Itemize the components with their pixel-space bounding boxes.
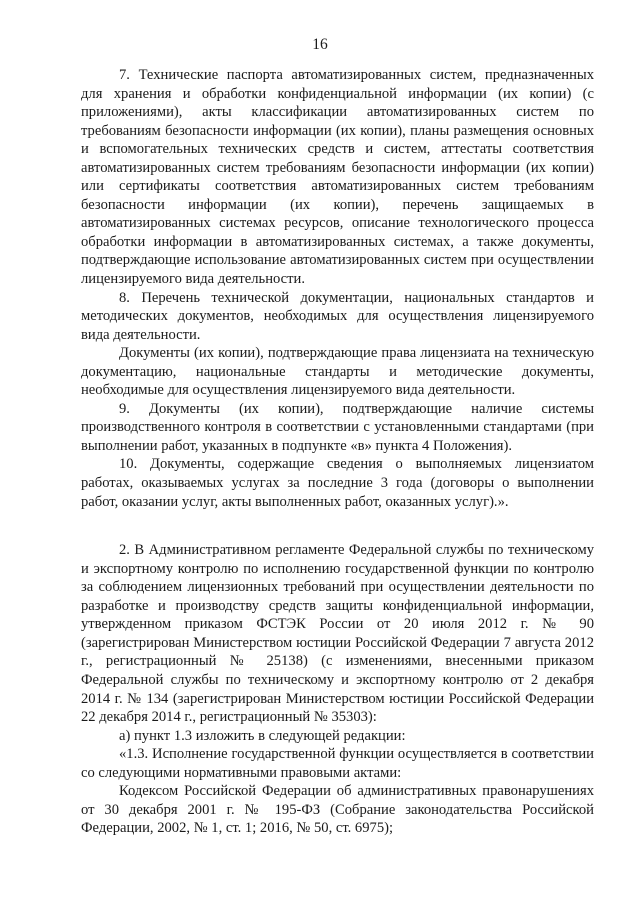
paragraph-section-2: 2. В Административном регламенте Федеральной службы по техническому и экспортному контролю по исполнению государственной функции по контролю за соблюдением лицензионных требований при осуществлении деятельности по разработке и производству средств защиты конфиденциальной информации, утвержденном приказом ФСТЭК России от 20 июля 2012 г. № 90 (зарегистрирован Министерством юстиции Российской Федерации 7 августа 2012 г., регистрационный № 25138) (с изменениями, внесенными приказом Федеральной службы по техническому и экспортному контролю от 2 декабря 2014 г. № 134 (зарегистрирован Министерством юстиции Российской Федерации 22 декабря 2014 г., регистрационный № 35303): (81, 542, 594, 726)
paragraph-subitem-a: а) пункт 1.3 изложить в следующей редакции: (119, 727, 406, 744)
paragraph-item-10: 10. Документы, содержащие сведения о выполняемых лицензиатом работах, оказываемых услугах за последние 3 года (договоры о выполнении работ, оказании услуг, акты выполненных работ, оказанных услуг).». (81, 456, 594, 510)
paragraph-item-7: 7. Технические паспорта автоматизированных систем, предназначенных для хранения и обработки конфиденциальной информации (их копии) (с приложениями), акты классификации автоматизированных систем по требованиям безопасности информации (их копии), планы размещения основных и вспомогательных технических средств и систем, аттестаты соответствия автоматизированных систем требованиям безопасности информации (их копии) или сертификаты соответствия автоматизированных систем требованиям безопасности информации (их копии), перечень защищаемых в автоматизированных системах ресурсов, описание технологического процесса обработки информации в автоматизированных системах, а также документы, подтверждающие использование автоматизированных систем при осуществлении лицензируемого вида деятельности. (81, 67, 594, 288)
page-number: 16 (312, 36, 328, 53)
paragraph-item-8: 8. Перечень технической документации, национальных стандартов и методических документов, необходимых для осуществления лицензируемого вида деятельности. (81, 289, 594, 343)
paragraph-item-1-3: «1.3. Исполнение государственной функции осуществляется в соответствии со следующими нормативными правовыми актами: (81, 746, 594, 781)
paragraph-item-9: 9. Документы (их копии), подтверждающие наличие системы производственного контроля в соответствии с установленными стандартами (при выполнении работ, указанных в подпункте «в» пункта 4 Положения). (81, 400, 594, 454)
document-body (81, 66, 594, 838)
paragraph-license-rights: Документы (их копии), подтверждающие права лицензиата на техническую документацию, национальные стандарты и методические документы, необходимые для осуществления лицензируемого вида деятельности. (81, 345, 594, 399)
paragraph-code-reference: Кодексом Российской Федерации об административных правонарушениях от 30 декабря 2001 г. № 195-ФЗ (Собрание законодательства Российской Федерации, 2002, № 1, ст. 1; 2016, № 50, ст. 6975); (81, 783, 594, 837)
